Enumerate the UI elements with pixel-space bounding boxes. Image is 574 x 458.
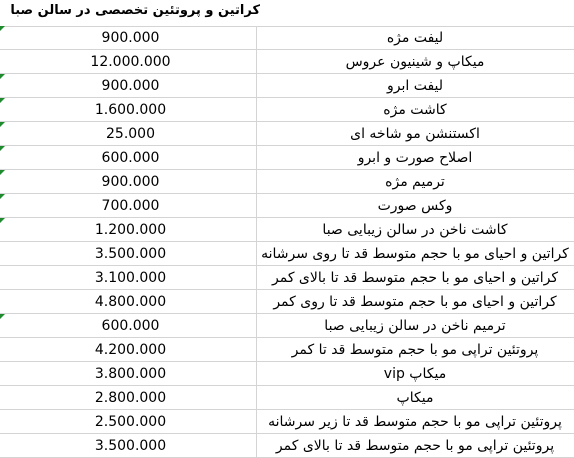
- table-row: [0, 26, 574, 50]
- price-cell[interactable]: 2.800.000: [94, 390, 167, 406]
- number-as-text-indicator-icon: [0, 26, 5, 31]
- service-cell[interactable]: ترمیم مژه: [385, 174, 445, 190]
- table-row: [0, 74, 574, 98]
- price-cell[interactable]: 600.000: [101, 150, 160, 166]
- number-as-text-indicator-icon: [0, 98, 5, 103]
- price-cell[interactable]: 1.200.000: [94, 222, 167, 238]
- price-cell[interactable]: 2.500.000: [94, 414, 167, 430]
- service-cell[interactable]: پروتئین تراپی مو با حجم متوسط قد تا کمر: [291, 342, 539, 358]
- number-as-text-indicator-icon: [0, 170, 5, 175]
- table-row: [0, 242, 574, 266]
- service-cell[interactable]: پروتئین تراپی مو با حجم متوسط قد تا بالای کمر: [275, 438, 555, 454]
- price-cell[interactable]: 4.200.000: [94, 342, 167, 358]
- table-row: [0, 146, 574, 170]
- table-row: [0, 50, 574, 74]
- table-row: [0, 122, 574, 146]
- price-cell[interactable]: 3.100.000: [94, 270, 167, 286]
- table-row: [0, 98, 574, 122]
- sheet-title[interactable]: کراتین و پروتئین تخصصی در سالن صبا: [10, 3, 260, 18]
- service-cell[interactable]: میکاپ: [396, 390, 434, 406]
- price-cell[interactable]: 3.800.000: [94, 366, 167, 382]
- service-cell[interactable]: اکستنشن مو شاخه ای: [350, 126, 480, 142]
- table-row: [0, 314, 574, 338]
- number-as-text-indicator-icon: [0, 314, 5, 319]
- table-row: [0, 170, 574, 194]
- number-as-text-indicator-icon: [0, 218, 5, 223]
- price-cell[interactable]: 700.000: [101, 198, 160, 214]
- number-as-text-indicator-icon: [0, 146, 5, 151]
- service-cell[interactable]: پروتئین تراپی مو با حجم متوسط قد تا زیر سرشانه: [268, 414, 562, 430]
- service-cell[interactable]: کراتین و احیای مو با حجم متوسط قد تا روی سرشانه: [261, 246, 569, 262]
- service-cell[interactable]: لیفت مژه: [386, 30, 444, 46]
- service-cell[interactable]: میکاپ و شینیون عروس: [345, 54, 485, 70]
- price-cell[interactable]: 25.000: [106, 126, 155, 142]
- table-row: [0, 266, 574, 290]
- service-cell[interactable]: لیفت ابرو: [386, 78, 444, 94]
- price-cell[interactable]: 4.800.000: [94, 294, 167, 310]
- service-cell[interactable]: اصلاح صورت و ابرو: [357, 150, 473, 166]
- price-cell[interactable]: 3.500.000: [94, 246, 167, 262]
- service-cell[interactable]: کاشت ناخن در سالن زیبایی صبا: [322, 222, 508, 238]
- table-row: [0, 218, 574, 242]
- service-cell[interactable]: کاشت مژه: [383, 102, 447, 118]
- price-cell[interactable]: 900.000: [101, 174, 160, 190]
- price-cell[interactable]: 600.000: [101, 318, 160, 334]
- price-cell[interactable]: 1.600.000: [94, 102, 167, 118]
- table-row: [0, 410, 574, 434]
- table-row: [0, 386, 574, 410]
- service-cell[interactable]: ترمیم ناخن در سالن زیبایی صبا: [324, 318, 506, 334]
- title-row: [0, 0, 574, 27]
- service-cell[interactable]: وکس صورت: [377, 198, 453, 214]
- number-as-text-indicator-icon: [0, 122, 5, 127]
- table-row: [0, 362, 574, 386]
- price-cell[interactable]: 12.000.000: [90, 54, 171, 70]
- table-row: [0, 338, 574, 362]
- service-cell[interactable]: کراتین و احیای مو با حجم متوسط قد تا روی کمر: [273, 294, 557, 310]
- table-row: [0, 434, 574, 458]
- service-cell[interactable]: کراتین و احیای مو با حجم متوسط قد تا بالای کمر: [272, 270, 558, 286]
- number-as-text-indicator-icon: [0, 74, 5, 79]
- number-as-text-indicator-icon: [0, 194, 5, 199]
- table-row: [0, 290, 574, 314]
- price-table: [0, 26, 574, 458]
- price-cell[interactable]: 3.500.000: [94, 438, 167, 454]
- price-cell[interactable]: 900.000: [101, 78, 160, 94]
- service-cell[interactable]: میکاپ vip: [383, 366, 447, 382]
- price-cell[interactable]: 900.000: [101, 30, 160, 46]
- table-row: [0, 194, 574, 218]
